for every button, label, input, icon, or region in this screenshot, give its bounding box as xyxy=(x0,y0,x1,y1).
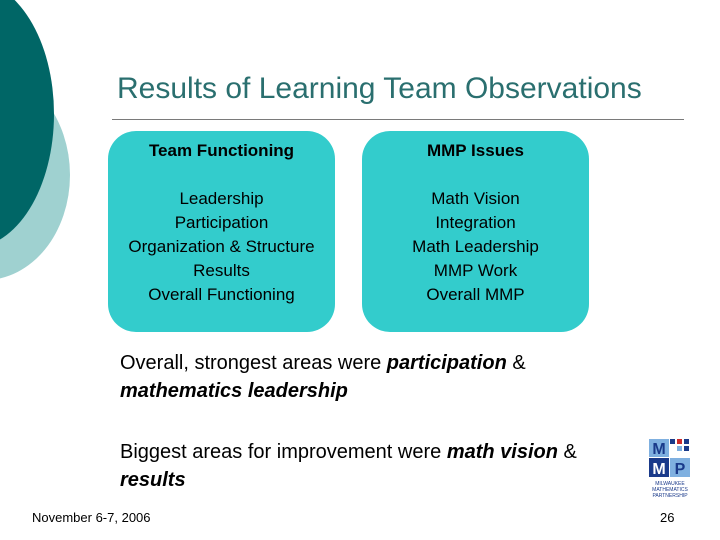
paragraph-text: Overall, strongest areas were xyxy=(120,352,387,374)
list-item: Overall MMP xyxy=(426,285,525,304)
paragraph-text: Biggest areas for improvement were xyxy=(120,441,447,463)
strongest-areas-paragraph xyxy=(120,349,640,405)
title-divider xyxy=(112,119,684,120)
list-item: Leadership xyxy=(179,189,264,208)
paragraph-text: & xyxy=(557,441,577,463)
logo-letter: P xyxy=(674,461,686,478)
emphasis-text: participation xyxy=(386,352,507,374)
mmp-issues-box xyxy=(362,131,589,332)
mmp-issues-list xyxy=(362,187,589,307)
list-item: Math Leadership xyxy=(412,237,539,256)
list-item: Integration xyxy=(435,213,516,232)
slide-title: Results of Learning Team Observations xyxy=(117,72,642,105)
logo-letter: M xyxy=(652,441,666,458)
emphasis-text: math vision xyxy=(446,441,558,463)
logo-letter: M xyxy=(652,461,666,478)
list-item: Overall Functioning xyxy=(148,285,295,304)
list-item: Participation xyxy=(174,213,269,232)
page-number: 26 xyxy=(660,510,675,525)
logo-caption: MILWAUKEE xyxy=(655,481,685,487)
improvement-areas-paragraph xyxy=(120,438,620,494)
mmp-issues-heading: MMP Issues xyxy=(426,141,524,160)
list-item: Results xyxy=(193,261,250,280)
logo-caption: PARTNERSHIP xyxy=(652,493,688,499)
logo-caption: MATHEMATICS xyxy=(652,487,688,493)
list-item: MMP Work xyxy=(433,261,518,280)
emphasis-text: mathematics leadership xyxy=(120,380,348,402)
team-functioning-box xyxy=(108,131,335,332)
emphasis-text: results xyxy=(120,469,186,491)
list-item: Math Vision xyxy=(431,189,520,208)
team-functioning-heading: Team Functioning xyxy=(148,141,295,160)
list-item: Organization & Structure xyxy=(128,237,315,256)
mmp-logo xyxy=(641,437,699,501)
footer-date: November 6-7, 2006 xyxy=(32,510,151,525)
paragraph-text: & xyxy=(506,352,526,374)
team-functioning-list xyxy=(108,187,335,307)
